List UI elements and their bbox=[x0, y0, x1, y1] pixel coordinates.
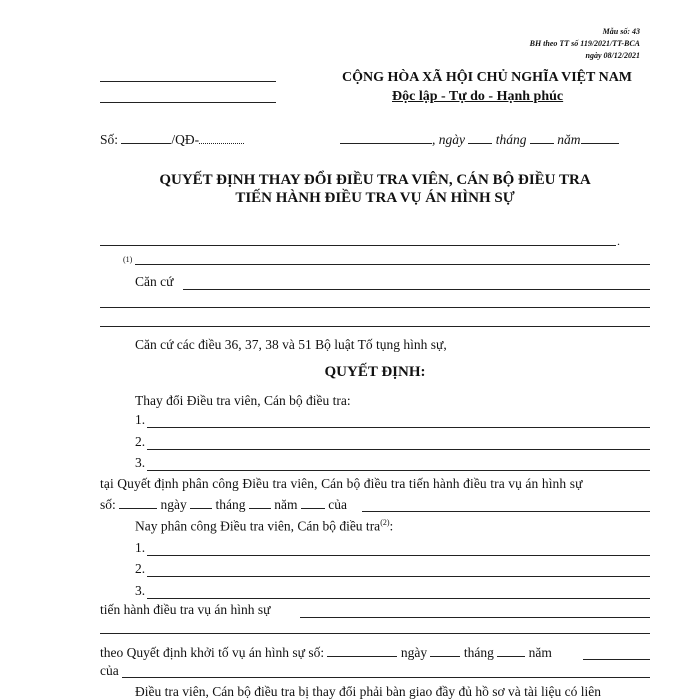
so-text: số: bbox=[100, 497, 116, 512]
theo-qd-row bbox=[100, 644, 552, 661]
preamble-line-2 bbox=[135, 264, 650, 265]
ref-month-field bbox=[249, 496, 271, 509]
agency-line-1 bbox=[100, 81, 276, 82]
circular-date: ngày 08/12/2021 bbox=[585, 51, 640, 60]
ref-year-field bbox=[301, 496, 325, 509]
assign-item-2: 2. bbox=[135, 561, 146, 576]
ref-number-field bbox=[119, 496, 157, 509]
change-item-1-line bbox=[147, 427, 650, 428]
national-title: CỘNG HÒA XÃ HỘI CHỦ NGHĨA VIỆT NAM bbox=[342, 70, 633, 85]
change-item-2-line bbox=[147, 449, 650, 450]
agency-code-field bbox=[199, 131, 244, 144]
change-item-3: 3. bbox=[135, 455, 146, 470]
form-number: Mẫu số: 43 bbox=[602, 27, 640, 36]
tien-hanh-label: tiến hành điều tra vụ án hình sự bbox=[100, 602, 271, 617]
document-title-line-1: QUYẾT ĐỊNH THAY ĐỔI ĐIỀU TRA VIÊN, CÁN BỘ ĐIỀU TRA bbox=[159, 172, 591, 188]
circular-reference: BH theo TT số 119/2021/TT-BCA bbox=[529, 39, 640, 48]
document-number-row bbox=[100, 131, 244, 148]
assign-label-row bbox=[135, 518, 393, 535]
handover-text: Điều tra viên, Cán bộ điều tra bị thay đổi phải bàn giao đầy đủ hồ sơ và tài liệu có liên bbox=[135, 684, 602, 699]
tai-quyet-dinh: tại Quyết định phân công Điều tra viên, Cán bộ điều tra tiến hành điều tra vụ án hình sự bbox=[100, 476, 583, 491]
decision-ref-row bbox=[100, 496, 347, 513]
nam-text: năm bbox=[274, 497, 298, 512]
ngay-text: ngày bbox=[160, 497, 187, 512]
prosecution-number-field bbox=[327, 644, 397, 657]
assign-colon: : bbox=[389, 518, 394, 534]
thang-label: tháng bbox=[495, 132, 527, 147]
prosecution-year-line bbox=[583, 659, 650, 660]
preamble-line-1 bbox=[100, 245, 616, 246]
assign-item-1: 1. bbox=[135, 540, 146, 555]
note-2: (2) bbox=[380, 518, 390, 527]
nam-label: năm bbox=[557, 132, 581, 147]
theo-nam: năm bbox=[528, 645, 552, 660]
change-item-1: 1. bbox=[135, 412, 146, 427]
thang-text: tháng bbox=[215, 497, 246, 512]
theo-cua-line bbox=[122, 677, 650, 678]
assign-item-2-line bbox=[147, 576, 650, 577]
day-field bbox=[468, 131, 492, 144]
theo-thang: tháng bbox=[463, 645, 494, 660]
can-cu-label: Căn cứ bbox=[135, 274, 174, 289]
motto: Độc lập - Tự do - Hạnh phúc bbox=[392, 89, 564, 104]
assign-item-3: 3. bbox=[135, 583, 146, 598]
note-1: (1) bbox=[123, 255, 133, 264]
number-field bbox=[121, 131, 171, 144]
prosecution-month-field bbox=[497, 644, 525, 657]
ngay-label: , ngày bbox=[432, 132, 465, 147]
place-field bbox=[340, 131, 432, 144]
prosecution-day-field bbox=[430, 644, 460, 657]
ref-cua-line bbox=[362, 511, 650, 512]
basis-line-2 bbox=[100, 326, 650, 327]
change-label: Thay đổi Điều tra viên, Cán bộ điều tra: bbox=[135, 393, 351, 408]
case-line bbox=[100, 633, 650, 634]
tien-hanh-line bbox=[300, 617, 650, 618]
preamble-dot: . bbox=[617, 234, 620, 248]
theo-cua: của bbox=[100, 663, 119, 678]
cua-text: của bbox=[328, 497, 347, 512]
assign-item-3-line bbox=[147, 598, 650, 599]
month-field bbox=[530, 131, 554, 144]
change-item-3-line bbox=[147, 470, 650, 471]
document-title-line-2: TIẾN HÀNH ĐIỀU TRA VỤ ÁN HÌNH SỰ bbox=[235, 190, 515, 206]
agency-line-2 bbox=[100, 102, 276, 103]
can-cu-line bbox=[183, 289, 650, 290]
so-label: Số: bbox=[100, 132, 119, 147]
year-field bbox=[581, 131, 619, 144]
basis-line-1 bbox=[100, 307, 650, 308]
theo-qd-label: theo Quyết định khởi tố vụ án hình sự số: bbox=[100, 645, 325, 660]
legal-basis: Căn cứ các điều 36, 37, 38 và 51 Bộ luật Tố tụng hình sự, bbox=[135, 337, 447, 352]
assign-label: Nay phân công Điều tra viên, Cán bộ điều tra bbox=[135, 518, 381, 534]
decision-heading: QUYẾT ĐỊNH: bbox=[324, 364, 426, 380]
qd-label: /QĐ- bbox=[171, 132, 200, 147]
date-row bbox=[340, 131, 619, 148]
change-item-2: 2. bbox=[135, 434, 146, 449]
ref-day-field bbox=[190, 496, 212, 509]
assign-item-1-line bbox=[147, 555, 650, 556]
theo-ngay: ngày bbox=[400, 645, 428, 660]
